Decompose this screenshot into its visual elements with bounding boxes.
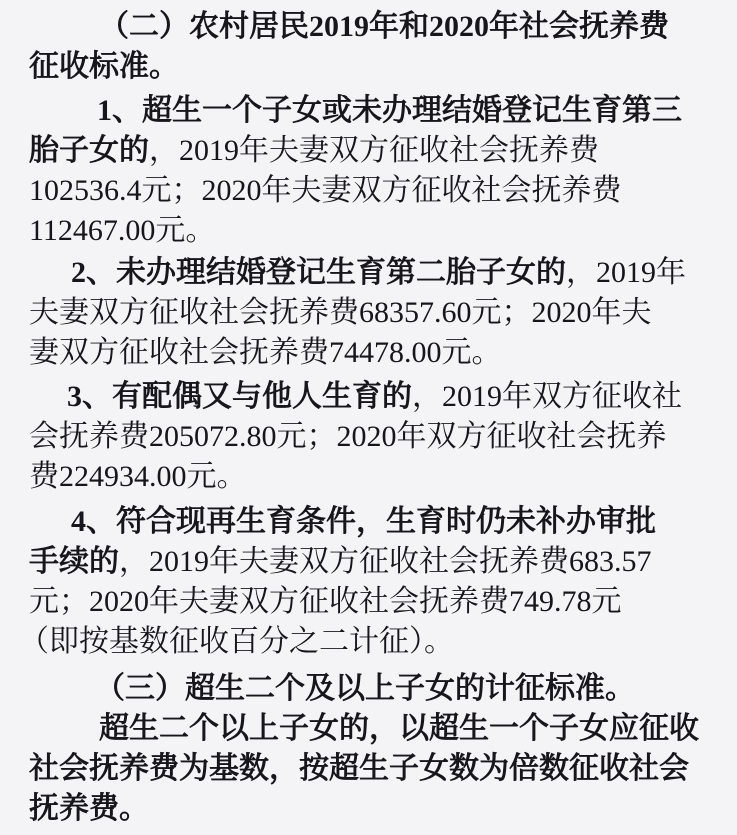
text-segment: ，2019年双方征收社 <box>412 380 682 413</box>
text-line <box>71 502 713 542</box>
text-segment: ，2019年夫妻双方征收社会抚养费683.57 <box>119 545 652 578</box>
text-segment-bold: 3、有配偶又与他人生育的 <box>67 380 412 413</box>
text-line <box>29 211 713 251</box>
text-line <box>29 417 713 457</box>
numeral: 2 <box>71 256 86 289</box>
text-segment-bold: 手续的 <box>29 545 119 578</box>
numeral: 1 <box>97 94 112 127</box>
text-line <box>29 789 713 829</box>
numeral: 102536.4 <box>29 174 142 207</box>
numeral: 3 <box>67 380 82 413</box>
text-segment-bold: （三）超生二个及以上子女的计征标准。 <box>95 672 635 705</box>
numeral: 2019 <box>149 545 209 578</box>
numeral: 112467.00 <box>29 214 156 247</box>
numeral: 2020 <box>201 174 262 207</box>
text-line <box>99 709 713 749</box>
text-line <box>19 622 713 662</box>
text-segment-bold: 胎子女的 <box>29 134 149 167</box>
text-line <box>95 669 713 709</box>
text-segment: ，2019年 <box>566 256 686 289</box>
text-segment: 夫妻双方征收社会抚养费68357.60元；2020年夫 <box>29 296 652 329</box>
numeral: 224934.00 <box>59 460 187 493</box>
text-line <box>29 131 713 171</box>
numeral: 74478.00 <box>329 336 442 369</box>
text-segment: 102536.4元；2020年夫妻双方征收社会抚养费 <box>29 174 622 207</box>
text-line <box>97 91 713 131</box>
numeral: 2020 <box>429 10 489 43</box>
text-segment: 112467.00元。 <box>29 214 216 247</box>
text-line <box>29 457 713 497</box>
numeral: 2020 <box>89 585 149 618</box>
text-line <box>67 377 713 417</box>
text-line <box>29 582 713 622</box>
text-segment: 会抚养费205072.80元；2020年双方征收社会抚养 <box>29 420 667 453</box>
text-line <box>29 293 713 333</box>
numeral: 4 <box>71 505 86 538</box>
numeral: 2019 <box>179 134 239 167</box>
text-segment-bold: 4、符合现再生育条件，生育时仍未补办审批 <box>71 505 656 538</box>
numeral: 749.78 <box>509 585 592 618</box>
text-segment-bold: 抚养费。 <box>29 792 149 825</box>
numeral: 683.57 <box>569 545 652 578</box>
text-line <box>71 253 713 293</box>
numeral: 2020 <box>336 420 397 453</box>
text-segment: ，2019年夫妻双方征收社会抚养费 <box>149 134 599 167</box>
numeral: 2020 <box>531 296 592 329</box>
text-segment: 费224934.00元。 <box>29 460 247 493</box>
numeral: 2019 <box>596 256 656 289</box>
text-segment-bold: （二）农村居民2019年和2020年社会抚养费 <box>99 10 669 43</box>
text-line <box>99 7 713 47</box>
text-segment: 妻双方征收社会抚养费74478.00元。 <box>29 336 502 369</box>
text-segment-bold: 1、超生一个子女或未办理结婚登记生育第三 <box>97 94 682 127</box>
numeral: 2019 <box>442 380 502 413</box>
text-segment: （即按基数征收百分之二计征）。 <box>19 625 454 658</box>
numeral: 2019 <box>309 10 369 43</box>
numeral: 68357.60 <box>359 296 472 329</box>
text-segment: 元；2020年夫妻双方征收社会抚养费749.78元 <box>29 585 622 618</box>
text-line <box>29 542 713 582</box>
text-segment-bold: 2、未办理结婚登记生育第二胎子女的 <box>71 256 566 289</box>
text-line <box>29 47 713 87</box>
text-segment-bold: 社会抚养费为基数，按超生子女数为倍数征收社会 <box>29 752 689 785</box>
text-line <box>29 333 713 373</box>
text-segment-bold: 超生二个以上子女的，以超生一个子女应征收 <box>99 712 699 745</box>
numeral: 205072.80 <box>149 420 277 453</box>
text-line <box>29 171 713 211</box>
text-segment-bold: 征收标准。 <box>29 50 179 83</box>
text-line <box>29 749 713 789</box>
